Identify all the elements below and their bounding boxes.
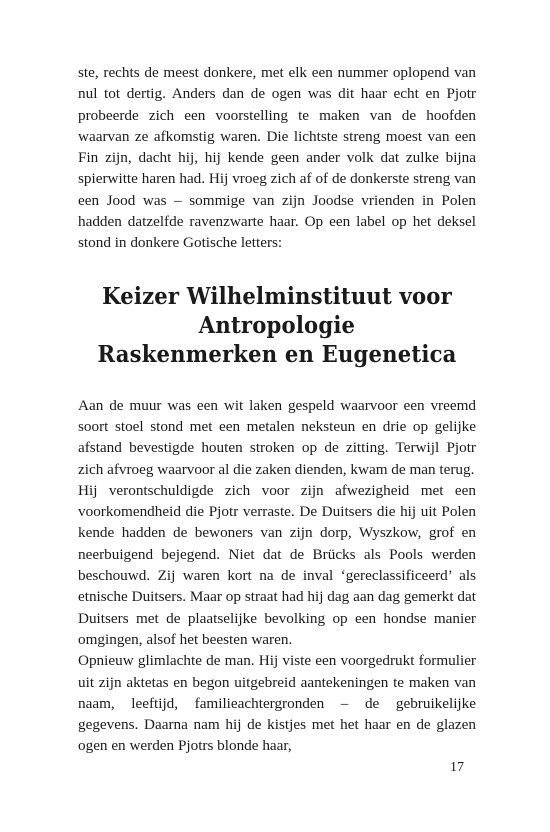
gothic-heading xyxy=(78,282,476,369)
heading-line-2: Antropologie xyxy=(198,311,356,339)
page-number: 17 xyxy=(450,760,464,775)
paragraph-wall: Aan de muur was een wit laken gespeld waarvoor een vreemd soort stoel stond met een metalen neksteun en drie op gelijke afstand bevestigde houten stroken op de zitting. Terwijl Pjotr zich afvroeg waarvoor al die zaken dienden, kwam de man terug. xyxy=(78,396,476,478)
paragraph-form: Opnieuw glimlachte de man. Hij viste een voorgedrukt formulier uit zijn aktetas en begon uitgebreid aantekeningen te maken van naam, leeftijd, familieachtergronden – de gebruikelijke gegevens. Daarna nam hij de kistjes met het haar en de glazen ogen en werden Pjotrs blonde haar, xyxy=(78,652,476,755)
heading-line-1: Keizer Wilhelminstituut voor xyxy=(102,282,452,310)
page-body xyxy=(78,62,476,757)
paragraph-apology: Hij verontschuldigde zich voor zijn afwezigheid met een voorkomendheid die Pjotr verraste. De Duitsers die hij uit Polen kende hadden de bewoners van zijn dorp, Wyszkow, grof en neerbuigend bejegend. Niet dat de Brücks als Pools werden beschouwd. Zij waren kort na de inval ‘gereclassificeerd’ als etnische Duitsers. Maar op straat had hij dag aan dag gemerkt dat Duitsers met de plaatselijke bevolking op een hondse manier omgingen, alsof het beesten waren. xyxy=(78,481,476,648)
heading-line-3: Raskenmerken en Eugenetica xyxy=(97,340,457,368)
paragraph-intro: ste, rechts de meest donkere, met elk een nummer oplopend van nul tot dertig. Anders dan de ogen was dit haar echt en Pjotr probeerde zich een voorstelling te maken van de hoofden waarvan ze afkomstig waren. Die lichtste streng moest van een Fin zijn, dacht hij, hij kende geen ander volk dat zulke bijna spierwitte haren had. Hij vroeg zich af of de donkerste streng van een Jood was – sommige van zijn Joodse vrienden in Polen hadden datzelfde ravenzwarte haar. Op een label op het deksel stond in donkere Gotische letters: xyxy=(78,64,476,252)
